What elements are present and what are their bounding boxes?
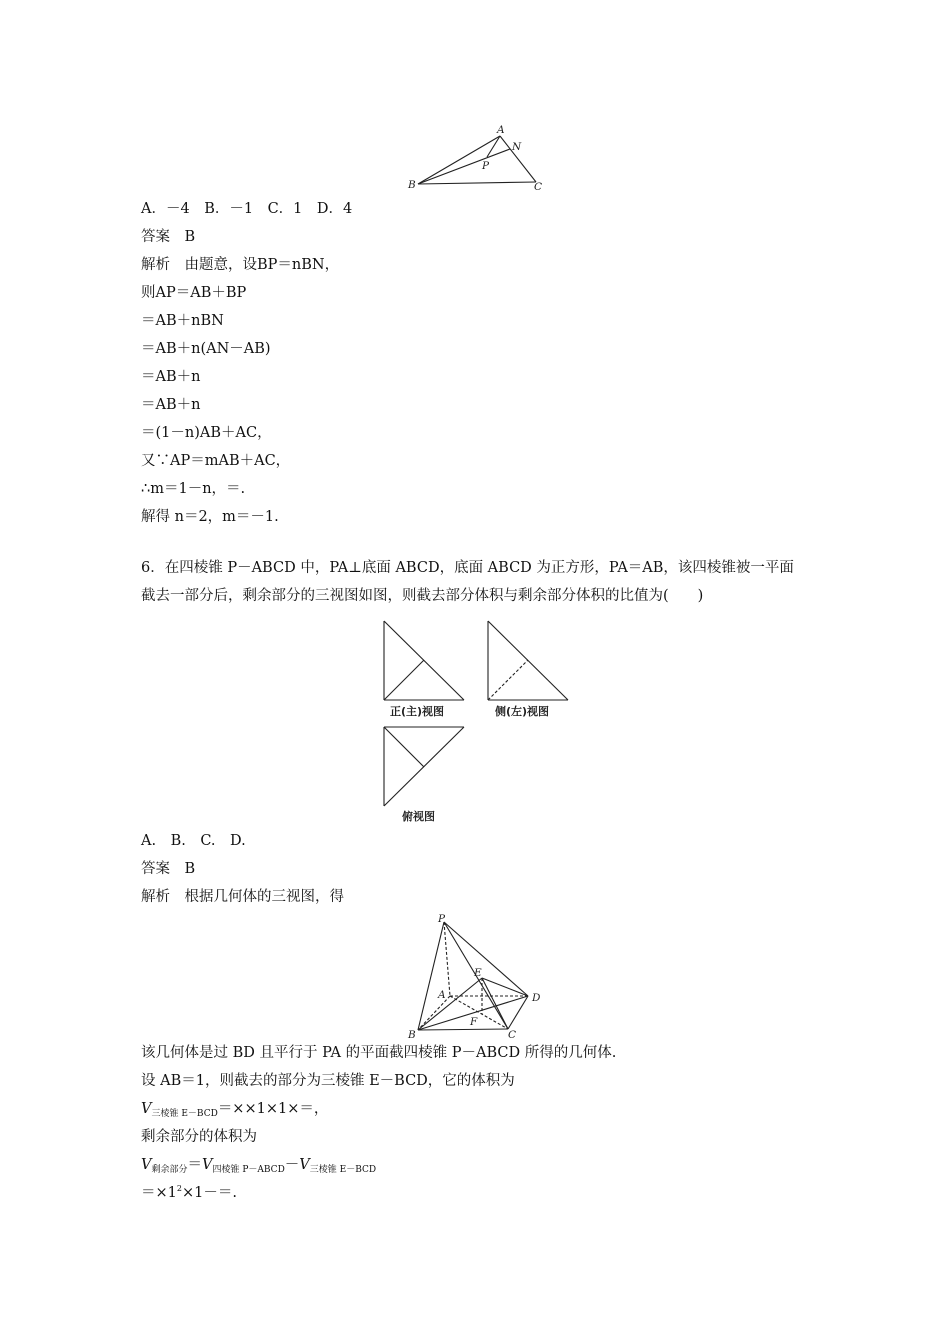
q6-text-2: 设 AB＝1，则截去的部分为三棱锥 E－BCD，它的体积为 bbox=[141, 1073, 515, 1089]
solid-label-e: E bbox=[474, 967, 482, 979]
result-part-b: ×1－＝. bbox=[181, 1185, 237, 1201]
solid-label-a: A bbox=[438, 989, 446, 1001]
three-views-figure bbox=[378, 616, 578, 826]
volume-remain-result bbox=[141, 1183, 237, 1205]
q5-analysis-line-9: ∴m＝1－n，＝. bbox=[141, 481, 246, 497]
solid-label-b: B bbox=[408, 1029, 416, 1040]
triangle-figure bbox=[400, 120, 560, 195]
q6-answer: 答案 B bbox=[141, 861, 196, 877]
volume-symbol: V bbox=[299, 1157, 310, 1173]
q5-analysis-line-1: 解析 由题意，设BP＝nBN， bbox=[141, 257, 340, 273]
exponent: 2 bbox=[176, 1184, 182, 1193]
volume-cut-formula bbox=[141, 1099, 328, 1121]
q5-analysis-line-8: 又∵AP＝mAB＋AC， bbox=[141, 453, 291, 469]
q6-options: A. B. C. D. bbox=[141, 833, 246, 849]
q5-analysis-line-5: ＝AB＋n bbox=[141, 369, 201, 385]
q5-analysis-line-7: ＝(1－n)AB＋AC， bbox=[141, 425, 272, 441]
label-p: P bbox=[482, 160, 490, 172]
q5-answer: 答案 B bbox=[141, 229, 196, 245]
solid-label-c: C bbox=[508, 1029, 517, 1040]
volume-subscript: 四棱锥 P－ABCD bbox=[212, 1165, 285, 1175]
front-view-caption: 正(主)视图 bbox=[390, 705, 445, 718]
solid-label-p: P bbox=[438, 913, 446, 925]
q5-analysis-line-2: 则AP＝AB＋BP bbox=[141, 285, 247, 301]
q5-analysis-line-4: ＝AB＋n(AN－AB) bbox=[141, 341, 271, 357]
q5-analysis-line-6: ＝AB＋n bbox=[141, 397, 201, 413]
pyramid-figure bbox=[400, 912, 560, 1040]
volume-symbol: V bbox=[141, 1101, 152, 1117]
result-part-a: ＝×1 bbox=[141, 1185, 177, 1201]
label-a: A bbox=[497, 124, 505, 136]
q6-stem-line-2: 截去一部分后，剩余部分的三视图如图，则截去部分体积与剩余部分体积的比值为( ) bbox=[141, 588, 704, 604]
volume-symbol: V bbox=[141, 1157, 152, 1173]
q5-analysis-line-10: 解得 n＝2，m＝－1. bbox=[141, 509, 279, 525]
side-view-caption: 侧(左)视图 bbox=[495, 705, 550, 718]
q5-options: A．－4 B．－1 C．1 D．4 bbox=[141, 201, 353, 217]
volume-cut-rest: ＝××1×1×＝， bbox=[217, 1101, 329, 1117]
minus-sign: － bbox=[284, 1157, 300, 1173]
q6-text-3: 剩余部分的体积为 bbox=[141, 1129, 257, 1145]
volume-subscript: 剩余部分 bbox=[151, 1165, 188, 1175]
label-c: C bbox=[534, 181, 543, 193]
volume-subscript: 三棱锥 E－BCD bbox=[309, 1165, 377, 1175]
volume-symbol: V bbox=[202, 1157, 213, 1173]
label-b: B bbox=[408, 179, 416, 191]
top-view-caption: 俯视图 bbox=[402, 810, 435, 823]
q6-text-1: 该几何体是过 BD 且平行于 PA 的平面截四棱锥 P－ABCD 所得的几何体. bbox=[141, 1045, 617, 1061]
q5-analysis-line-3: ＝AB＋nBN bbox=[141, 313, 224, 329]
label-n: N bbox=[512, 141, 522, 153]
solid-label-f: F bbox=[470, 1016, 478, 1028]
volume-remain-formula bbox=[141, 1155, 376, 1177]
q6-stem-line-1: 6．在四棱锥 P－ABCD 中，PA⊥底面 ABCD，底面 ABCD 为正方形，PA＝AB，该四棱锥被一平面 bbox=[141, 560, 794, 576]
equals-sign: ＝ bbox=[187, 1157, 202, 1173]
volume-subscript: 三棱锥 E－BCD bbox=[151, 1109, 218, 1119]
q6-analysis-intro: 解析 根据几何体的三视图，得 bbox=[141, 889, 344, 905]
solid-label-d: D bbox=[532, 992, 541, 1004]
